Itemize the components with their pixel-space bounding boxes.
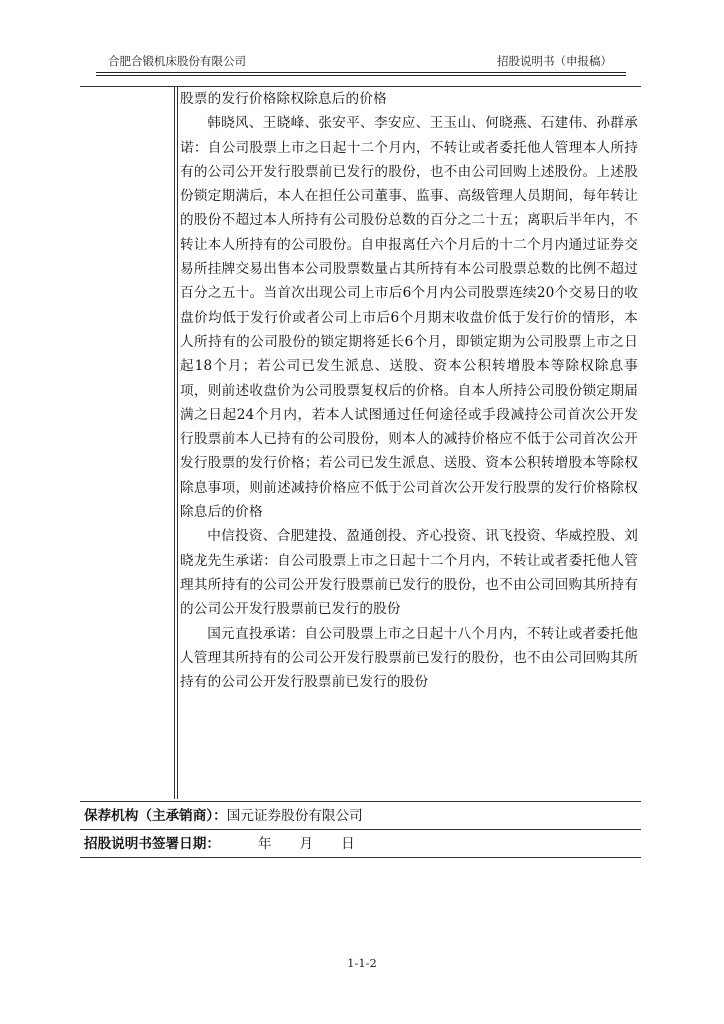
page-header	[96, 50, 626, 73]
document-title: 招股说明书（申报稿）	[497, 54, 612, 68]
signing-date-row	[84, 834, 355, 854]
sponsor-label: 保荐机构（主承销商）：	[84, 808, 227, 824]
signing-date-day: 日	[341, 836, 355, 852]
signing-date-month: 月	[299, 836, 314, 852]
commitment-paragraph: 国元直投承诺：自公司股票上市之日起十八个月内，不转让或者委托他人管理其所持有的公司公开发行股票前已发行的股份，也不由公司回购其所持有的公司公开发行股票前已发行的股份	[180, 625, 638, 691]
column-divider	[177, 87, 178, 799]
offering-summary-table	[80, 86, 641, 858]
signing-date-year: 年	[257, 836, 272, 852]
share-lockup-commitments	[180, 87, 638, 694]
commitment-paragraph: 韩晓风、王晓峰、张安平、李安应、王玉山、何晓燕、石建伟、孙群承诺：自公司股票上市之日起十二个月内，不转让或者委托他人管理本人所持有的公司公开发行股票前已发行的股份，也不由公司回购上述股份。上述股份锁定期满后，本人在担任公司董事、监事、高级管理人员期间，每年转让的股份不超过本人所持有公司股份总数的百分之二十五；离职后半年内，不转让本人所持有的公司股份。自申报离任六个月后的十二个月内通过证券交易所挂牌交易出售本公司股票数量占其所持有本公司股票总数的比例不超过百分之五十。当首次出现公司上市后6个月内公司股票连续20个交易日的收盘价均低于发行价或者公司上市后6个月期末收盘价低于发行价的情形，本人所持有的公司股份的锁定期将延长6个月，即锁定期为公司股票上市之日起18个月；若公司已发生派息、送股、资本公积转增股本等除权除息事项，则前述收盘价为公司股票复权后的价格。自本人所持公司股份锁定期届满之日起24个月内，若本人试图通过任何途径或手段减持公司首次公开发行股票前本人已持有的公司股份，则本人的减持价格应不低于公司首次公开发行股票的发行价格；若公司已发生派息、送股、资本公积转增股本等除权除息事项，则前述减持价格应不低于公司首次公开发行股票的发行价格除权除息后的价格	[180, 115, 638, 521]
sponsor-row	[84, 806, 363, 826]
column-divider	[174, 87, 175, 799]
page-number: 1-1-2	[347, 956, 377, 970]
header-divider	[96, 75, 626, 76]
row-divider	[80, 801, 641, 802]
commitment-paragraph: 股票的发行价格除权除息后的价格	[180, 91, 387, 107]
commitment-paragraph: 中信投资、合肥建投、盈通创投、齐心投资、讯飞投资、华威控股、刘晓龙先生承诺：自公司股票上市之日起十二个月内，不转让或者委托他人管理其所持有的公司公开发行股票前已发行的股份，也不由公司回购其所持有的公司公开发行股票前已发行的股份	[180, 528, 638, 618]
row-divider	[80, 829, 641, 830]
company-name: 合肥合锻机床股份有限公司	[108, 54, 246, 68]
signing-date-label: 招股说明书签署日期：	[84, 836, 220, 852]
sponsor-value: 国元证券股份有限公司	[226, 808, 363, 824]
